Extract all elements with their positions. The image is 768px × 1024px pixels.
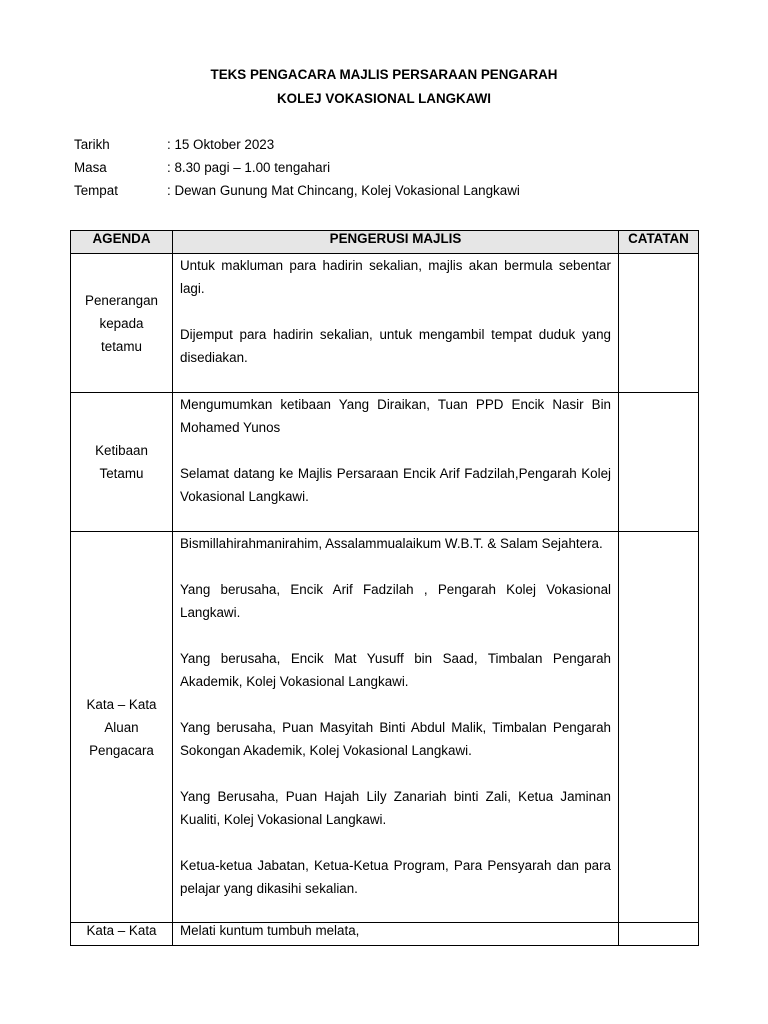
meta-value: : Dewan Gunung Mat Chincang, Kolej Vokasional Langkawi bbox=[167, 183, 520, 198]
script-cell bbox=[173, 532, 619, 923]
table-header-row bbox=[71, 231, 699, 254]
meta-label: Masa bbox=[74, 160, 107, 175]
script-paragraph: Yang berusaha, Puan Masyitah Binti Abdul Malik, Timbalan Pengarah Sokongan Akademik, Kolej Vokasional Langkawi. bbox=[180, 720, 611, 758]
script-paragraph: Melati kuntum tumbuh melata, bbox=[180, 923, 360, 938]
table-row bbox=[71, 254, 699, 393]
table-row bbox=[71, 923, 699, 946]
agenda-line: kepada bbox=[99, 315, 144, 331]
agenda-table bbox=[70, 230, 699, 946]
catatan-cell bbox=[619, 532, 699, 923]
document-subtitle: KOLEJ VOKASIONAL LANGKAWI bbox=[276, 91, 491, 106]
header-agenda: AGENDA bbox=[71, 231, 173, 254]
agenda-line: Kata – Kata bbox=[86, 696, 157, 712]
catatan-cell bbox=[619, 923, 699, 946]
agenda-cell bbox=[71, 254, 173, 393]
script-paragraph: Yang berusaha, Encik Mat Yusuff bin Saad, Timbalan Pengarah Akademik, Kolej Vokasional Langkawi. bbox=[180, 651, 611, 689]
agenda-cell bbox=[71, 923, 173, 946]
agenda-line: Penerangan bbox=[85, 292, 158, 308]
agenda-line: Tetamu bbox=[99, 466, 144, 481]
script-cell bbox=[173, 254, 619, 393]
meta-label: Tarikh bbox=[74, 137, 110, 152]
script-paragraph: Selamat datang ke Majlis Persaraan Encik Arif Fadzilah,Pengarah Kolej Vokasional Langkawi. bbox=[180, 466, 611, 504]
agenda-line: Kata – Kata bbox=[86, 923, 157, 938]
table-row bbox=[71, 532, 699, 923]
catatan-cell bbox=[619, 393, 699, 532]
agenda-cell bbox=[71, 532, 173, 923]
header-catatan: CATATAN bbox=[619, 231, 699, 254]
script-paragraph: Mengumumkan ketibaan Yang Diraikan, Tuan PPD Encik Nasir Bin Mohamed Yunos bbox=[180, 397, 611, 435]
script-paragraph: Yang Berusaha, Puan Hajah Lily Zanariah binti Zali, Ketua Jaminan Kualiti, Kolej Vokasional Langkawi. bbox=[180, 789, 611, 827]
script-paragraph: Ketua-ketua Jabatan, Ketua-Ketua Program, Para Pensyarah dan para pelajar yang dikasihi sekalian. bbox=[180, 858, 611, 896]
meta-label: Tempat bbox=[74, 183, 118, 198]
meta-value: : 8.30 pagi – 1.00 tengahari bbox=[167, 160, 331, 175]
header-pengerusi-majlis: PENGERUSI MAJLIS bbox=[173, 231, 619, 254]
script-cell bbox=[173, 393, 619, 532]
agenda-cell bbox=[71, 393, 173, 532]
table-row bbox=[71, 393, 699, 532]
catatan-cell bbox=[619, 254, 699, 393]
agenda-line: Aluan bbox=[104, 719, 139, 735]
script-paragraph: Bismillahirahmanirahim, Assalammualaikum W.B.T. & Salam Sejahtera. bbox=[180, 536, 603, 551]
script-cell bbox=[173, 923, 619, 946]
agenda-line: Pengacara bbox=[89, 742, 154, 758]
agenda-line: Ketibaan bbox=[95, 443, 148, 458]
meta-value: : 15 Oktober 2023 bbox=[167, 137, 275, 152]
script-paragraph: Yang berusaha, Encik Arif Fadzilah , Pengarah Kolej Vokasional Langkawi. bbox=[180, 582, 611, 620]
script-paragraph: Untuk makluman para hadirin sekalian, majlis akan bermula sebentar lagi. bbox=[180, 258, 611, 296]
agenda-line: tetamu bbox=[101, 338, 142, 354]
document-title: TEKS PENGACARA MAJLIS PERSARAAN PENGARAH bbox=[210, 67, 558, 82]
script-paragraph: Dijemput para hadirin sekalian, untuk mengambil tempat duduk yang disediakan. bbox=[180, 327, 611, 365]
